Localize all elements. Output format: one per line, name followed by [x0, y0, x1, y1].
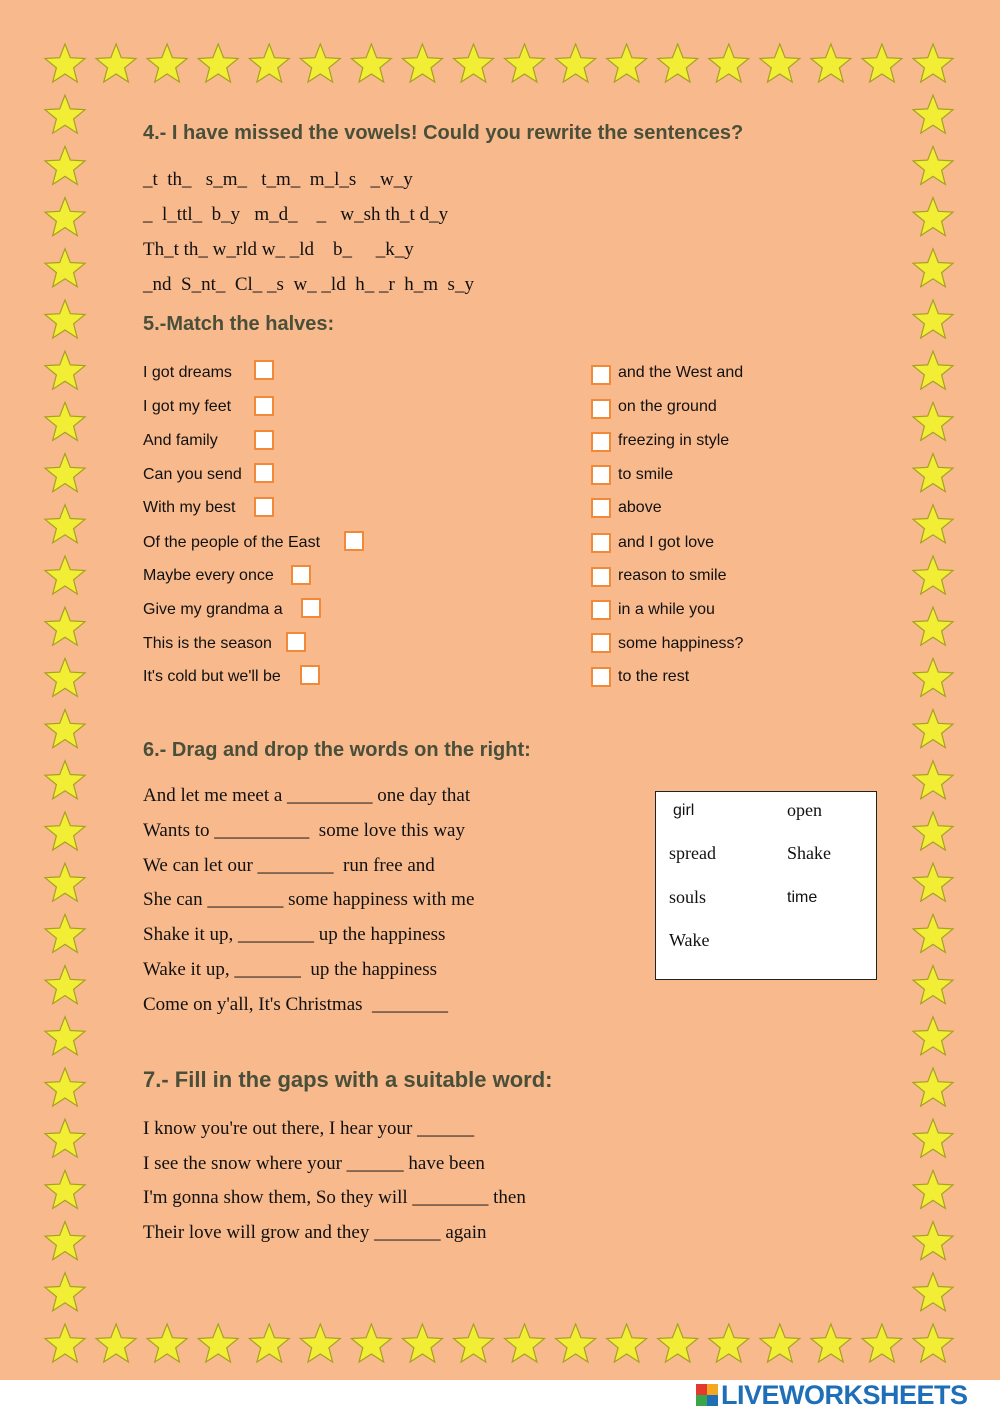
star-icon	[913, 1324, 953, 1362]
star-icon	[45, 44, 85, 82]
star-icon	[658, 1324, 698, 1362]
match-left-box[interactable]	[286, 632, 306, 652]
star-icon	[96, 1324, 136, 1362]
star-icon	[45, 1017, 85, 1055]
match-right-item: to smile	[618, 466, 674, 483]
star-icon	[249, 44, 289, 82]
match-right-item: above	[618, 499, 662, 516]
star-icon	[351, 44, 391, 82]
match-left-item: This is the season	[143, 635, 272, 652]
match-right-box[interactable]	[591, 399, 611, 419]
match-right-item: and the West and	[618, 364, 744, 381]
drag-sentence-1: And let me meet a _________ one day that	[143, 785, 471, 806]
star-icon	[913, 966, 953, 1004]
star-icon	[454, 1324, 494, 1362]
star-icon	[45, 249, 85, 287]
star-icon	[913, 1170, 953, 1208]
liveworksheets-logo-icon	[696, 1384, 718, 1406]
star-icon	[913, 1273, 953, 1311]
star-icon	[45, 300, 85, 338]
star-icon	[45, 710, 85, 748]
match-right-box[interactable]	[591, 498, 611, 518]
drag-sentence-6: Wake it up, _______ up the happiness	[143, 959, 437, 980]
match-left-box[interactable]	[254, 360, 274, 380]
star-icon	[913, 607, 953, 645]
star-icon	[505, 44, 545, 82]
drag-sentence-2: Wants to __________ some love this way	[143, 820, 465, 841]
star-icon	[913, 1068, 953, 1106]
word-bank-word[interactable]: souls	[669, 887, 707, 907]
match-right-box[interactable]	[591, 667, 611, 687]
word-bank-word[interactable]: Wake	[669, 930, 710, 950]
match-right-item: in a while you	[618, 601, 715, 618]
star-icon	[45, 556, 85, 594]
word-bank-word[interactable]: open	[787, 800, 822, 820]
match-left-item: Of the people of the East	[143, 534, 321, 551]
match-left-item: I got dreams	[143, 364, 232, 381]
star-icon	[556, 1324, 596, 1362]
star-icon	[45, 1324, 85, 1362]
star-icon	[45, 863, 85, 901]
star-icon	[45, 1119, 85, 1157]
match-right-box[interactable]	[591, 432, 611, 452]
star-icon	[45, 1222, 85, 1260]
star-icon	[300, 1324, 340, 1362]
star-icon	[402, 1324, 442, 1362]
match-right-item: and I got love	[618, 534, 715, 551]
star-icon	[454, 44, 494, 82]
star-icon	[862, 1324, 902, 1362]
match-right-item: freezing in style	[618, 432, 730, 449]
star-icon	[505, 1324, 545, 1362]
gap-sentence-1: I know you're out there, I hear your ______	[143, 1118, 475, 1139]
star-icon	[913, 402, 953, 440]
star-icon	[45, 914, 85, 952]
star-icon	[862, 44, 902, 82]
vowel-sentence-2: _ l_ttl_ b_y m_d_ _ w_sh th_t d_y	[143, 204, 449, 225]
star-icon	[913, 44, 953, 82]
gap-sentence-2: I see the snow where your ______ have been	[143, 1153, 485, 1174]
match-left-box[interactable]	[254, 463, 274, 483]
word-bank	[655, 791, 877, 980]
match-right-box[interactable]	[591, 533, 611, 553]
star-icon	[913, 556, 953, 594]
match-left-item: It's cold but we'll be	[143, 668, 281, 685]
star-icon	[402, 44, 442, 82]
star-icon	[249, 1324, 289, 1362]
star-icon	[913, 95, 953, 133]
liveworksheets-logo	[696, 1380, 968, 1410]
word-bank-word[interactable]: Shake	[787, 843, 831, 863]
star-icon	[45, 1068, 85, 1106]
match-left-item: Give my grandma a	[143, 601, 283, 618]
vowel-sentence-1: _t th_ s_m_ t_m_ m_l_s _w_y	[143, 169, 413, 190]
star-icon	[607, 1324, 647, 1362]
star-icon	[913, 505, 953, 543]
star-icon	[913, 710, 953, 748]
star-icon	[913, 146, 953, 184]
match-left-item: Maybe every once	[143, 567, 274, 584]
star-icon	[913, 351, 953, 389]
star-icon	[709, 1324, 749, 1362]
match-right-item: reason to smile	[618, 567, 727, 584]
match-right-box[interactable]	[591, 365, 611, 385]
star-icon	[913, 1017, 953, 1055]
drag-sentence-4: She can ________ some happiness with me	[143, 889, 475, 910]
star-icon	[300, 44, 340, 82]
match-left-box[interactable]	[291, 565, 311, 585]
match-left-box[interactable]	[300, 665, 320, 685]
match-right-box[interactable]	[591, 465, 611, 485]
section-4-heading: 4.- I have missed the vowels! Could you rewrite the sentences?	[143, 122, 744, 144]
star-icon	[45, 454, 85, 492]
star-icon	[709, 44, 749, 82]
star-icon	[811, 1324, 851, 1362]
match-left-box[interactable]	[344, 531, 364, 551]
star-icon	[45, 146, 85, 184]
star-icon	[760, 44, 800, 82]
match-left-item: I got my feet	[143, 398, 232, 415]
vowel-sentence-3: Th_t th_ w_rld w_ _ld b_ _k_y	[143, 239, 414, 260]
match-right-item: some happiness?	[618, 635, 744, 652]
star-icon	[147, 44, 187, 82]
star-icon	[607, 44, 647, 82]
drag-sentence-3: We can let our ________ run free and	[143, 855, 435, 876]
star-icon	[913, 249, 953, 287]
match-right-item: to the rest	[618, 668, 690, 685]
star-icon	[96, 44, 136, 82]
star-icon	[45, 402, 85, 440]
match-left-item: With my best	[143, 499, 236, 516]
star-icon	[198, 1324, 238, 1362]
star-icon	[45, 351, 85, 389]
star-icon	[913, 914, 953, 952]
word-bank-word[interactable]: spread	[669, 843, 716, 863]
match-right-item: on the ground	[618, 398, 717, 415]
match-left-box[interactable]	[301, 598, 321, 618]
star-icon	[198, 44, 238, 82]
star-icon	[913, 198, 953, 236]
match-left-item: And family	[143, 432, 218, 449]
star-icon	[45, 95, 85, 133]
match-left-box[interactable]	[254, 396, 274, 416]
match-left-box[interactable]	[254, 497, 274, 517]
star-icon	[147, 1324, 187, 1362]
section-6-heading: 6.- Drag and drop the words on the right:	[143, 739, 531, 761]
match-right-box[interactable]	[591, 567, 611, 587]
match-right-box[interactable]	[591, 600, 611, 620]
star-icon	[556, 44, 596, 82]
brand-name: LIVEWORKSHEETS	[721, 1380, 968, 1410]
star-icon	[760, 1324, 800, 1362]
star-icon	[45, 966, 85, 1004]
star-icon	[45, 761, 85, 799]
match-left-box[interactable]	[254, 430, 274, 450]
star-icon	[45, 607, 85, 645]
star-icon	[913, 300, 953, 338]
star-icon	[913, 761, 953, 799]
star-icon	[913, 454, 953, 492]
drag-sentence-7: Come on y'all, It's Christmas ________	[143, 994, 449, 1015]
star-icon	[811, 44, 851, 82]
star-icon	[658, 44, 698, 82]
star-icon	[45, 658, 85, 696]
star-icon	[913, 1119, 953, 1157]
star-icon	[913, 812, 953, 850]
gap-sentence-3: I'm gonna show them, So they will ________ then	[143, 1187, 526, 1208]
match-right-box[interactable]	[591, 633, 611, 653]
star-icon	[45, 505, 85, 543]
star-icon	[45, 1170, 85, 1208]
star-icon	[45, 198, 85, 236]
gap-sentence-4: Their love will grow and they _______ again	[143, 1222, 487, 1243]
word-bank-word[interactable]: girl	[673, 802, 695, 819]
star-icon	[913, 1222, 953, 1260]
star-icon	[45, 1273, 85, 1311]
match-left-item: Can you send	[143, 466, 242, 483]
drag-sentence-5: Shake it up, ________ up the happiness	[143, 924, 446, 945]
section-7-heading: 7.- Fill in the gaps with a suitable word:	[143, 1067, 553, 1092]
star-icon	[351, 1324, 391, 1362]
section-5-heading: 5.-Match the halves:	[143, 313, 335, 335]
star-icon	[913, 658, 953, 696]
vowel-sentence-4: _nd S_nt_ Cl_ _s w_ _ld h_ _r h_m s_y	[143, 274, 474, 295]
star-icon	[913, 863, 953, 901]
word-bank-word[interactable]: time	[787, 889, 818, 906]
star-icon	[45, 812, 85, 850]
